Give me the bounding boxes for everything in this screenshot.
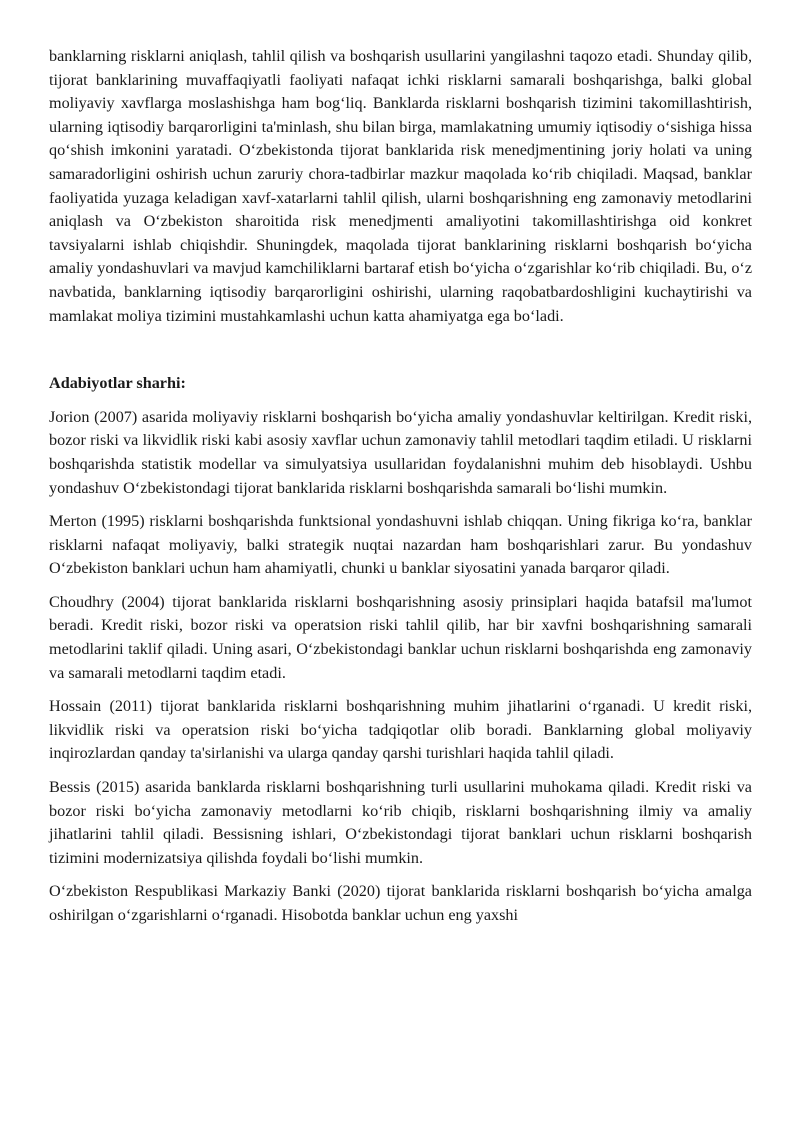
review-paragraph-hossain: Hossain (2011) tijorat banklarida risklarni boshqarishning muhim jihatlarini o‘rganadi. U kredit riski, likvidlik riski va operatsion riski bo‘yicha tadqiqotlar olib boradi. Banklarning global moliyaviy inqirozlardan qanday ta'sirlanishi va ularga qanday qarshi turishlari haqida tahlil qiladi. (49, 697, 752, 763)
review-paragraph-jorion: Jorion (2007) asarida moliyaviy risklarni boshqarish bo‘yicha amaliy yondashuvlar keltirilgan. Kredit riski, bozor riski va likvidlik riski kabi asosiy xavflar uchun zamonaviy tahlil metodlari taqdim etiladi. U risklarni boshqarishda statistik modellar va simulyatsiya usullaridan foydalanishni muhim deb hisoblaydi. Ushbu yondashuv O‘zbekistondagi tijorat banklarida risklarni boshqarishda samarali bo‘lishi mumkin. (49, 407, 752, 497)
literature-review (49, 406, 752, 928)
review-paragraph-merton: Merton (1995) risklarni boshqarishda funktsional yondashuvni ishlab chiqqan. Uning fikriga ko‘ra, banklar risklarni nafaqat moliyaviy, balki strategik nuqtai nazardan ham boshqarishlari zarur. Bu yondashuv O‘zbekiston banklari uchun ham ahamiyatli, chunki u banklar siyosatini yanada barqaror qiladi. (49, 512, 752, 578)
intro-paragraph: banklarning risklarni aniqlash, tahlil qilish va boshqarish usullarini yangilashni taqozo etadi. Shunday qilib, tijorat banklarining muvaffaqiyatli faoliyati nafaqat ichki risklarni samarali boshqarishga, balki global moliyaviy xavflarga moslashishga ham bog‘liq. Banklarda risklarni boshqarish tizimini takomillashtirish, ularning iqtisodiy barqarorligini ta'minlash, shu bilan birga, mamlakatning umumiy iqtisodiy o‘sishiga hissa qo‘shish imkonini yaratadi. O‘zbekistonda tijorat banklarida risk menedjmentining joriy holati va uning samaradorligini oshirish uchun zaruriy chora-tadbirlar mazkur maqolada ko‘rib chiqiladi. Maqsad, banklar faoliyatida yuzaga keladigan xavf-xatarlarni tahlil qilish, ularni boshqarishning eng zamonaviy metodlarini aniqlash va O‘zbekiston sharoitida risk menedjmenti amaliyotini takomillashtirishga oid konkret tavsiyalarni ishlab chiqishdir. Shuningdek, maqolada tijorat banklarining risklarni boshqarish bo‘yicha amaliy yondashuvlari va mavjud kamchiliklarni bartaraf etish bo‘yicha o‘zgarishlar ko‘rib chiqiladi. Bu, o‘z navbatida, banklarning iqtisodiy barqarorligini oshirishi, ularning raqobatbardoshligini kuchaytirishi va mamlakat moliya tizimini mustahkamlashi uchun katta ahamiyatga ega bo‘ladi. (49, 47, 752, 325)
review-paragraph-bessis: Bessis (2015) asarida banklarda risklarni boshqarishning turli usullarini muhokama qiladi. Kredit riski va bozor riski bo‘yicha zamonaviy metodlarni ko‘rib chiqib, risklarni boshqarishning ilmiy va amaliy jihatlarini tahlil qiladi. Bessisning ishlari, O‘zbekistondagi tijorat banklari uchun risklarni boshqarish tizimini modernizatsiya qilishda foydali bo‘lishi mumkin. (49, 778, 752, 867)
review-paragraph-choudhry: Choudhry (2004) tijorat banklarida risklarni boshqarishning asosiy prinsiplari haqida batafsil ma'lumot beradi. Kredit riski, bozor riski va operatsion riski tahlil qilib, har bir xavfni boshqarishning samarali metodlarini taklif qiladi. Uning asari, O‘zbekistondagi banklar uchun risklarni boshqarishda eng zamonaviy va samarali metodlarni taqdim etadi. (49, 592, 752, 682)
document-page (49, 45, 752, 938)
section-heading: Adabiyotlar sharhi: (49, 374, 186, 393)
review-paragraph-central-bank: O‘zbekiston Respublikasi Markaziy Banki (2020) tijorat banklarida risklarni boshqarish bo‘yicha amalga oshirilgan o‘zgarishlarni o‘rganadi. Hisobotda banklar uchun eng yaxshi (49, 882, 752, 924)
